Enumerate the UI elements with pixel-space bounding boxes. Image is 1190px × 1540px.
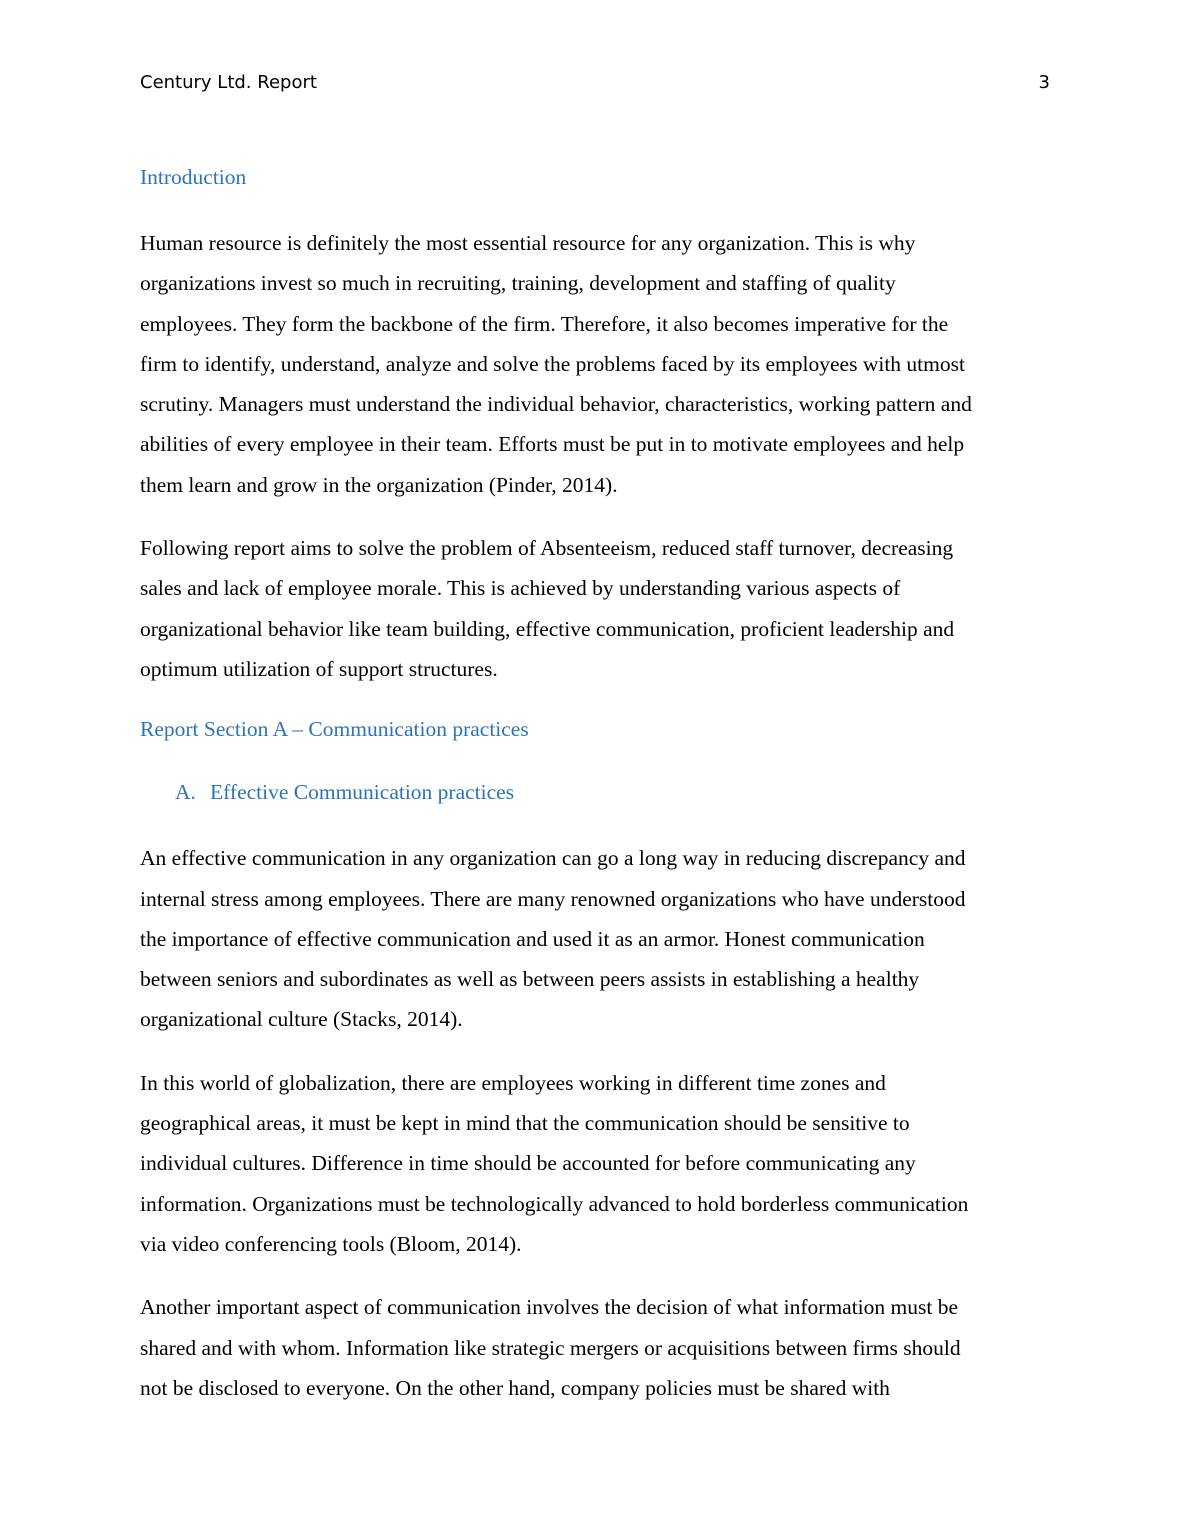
paragraph-line: Following report aims to solve the problem of Absenteeism, reduced staff turnover, decreasing	[140, 536, 954, 561]
paragraph-line: them learn and grow in the organization (Pinder, 2014).	[140, 472, 618, 497]
paragraph-line: organizations invest so much in recruiting, training, development and staffing of quality	[140, 271, 896, 296]
paragraph-line: geographical areas, it must be kept in mind that the communication should be sensitive to	[140, 1111, 910, 1136]
intro-paragraph-1	[140, 223, 1055, 505]
paragraph-line: between seniors and subordinates as well as between peers assists in establishing a healthy	[140, 967, 920, 992]
paragraph-line: scrutiny. Managers must understand the individual behavior, characteristics, working pattern and	[140, 392, 972, 417]
subsection-title: Effective Communication practices	[210, 780, 515, 805]
paragraph-line: optimum utilization of support structures.	[140, 656, 498, 681]
paragraph-line: employees. They form the backbone of the firm. Therefore, it also becomes imperative for the	[140, 311, 949, 336]
paragraph-line: Another important aspect of communication involves the decision of what information must be	[140, 1295, 959, 1320]
paragraph-line: abilities of every employee in their team. Efforts must be put in to motivate employees and help	[140, 432, 965, 457]
paragraph-line: shared and with whom. Information like strategic mergers or acquisitions between firms should	[140, 1335, 961, 1360]
intro-paragraph-2	[140, 528, 1055, 689]
paragraph-line: An effective communication in any organization can go a long way in reducing discrepancy and	[140, 846, 966, 871]
paragraph-line: individual cultures. Difference in time should be accounted for before communicating any	[140, 1151, 916, 1176]
communication-paragraph-3	[140, 1287, 1055, 1408]
paragraph-line: organizational behavior like team building, effective communication, proficient leadership and	[140, 616, 955, 641]
document-body	[140, 160, 1055, 1408]
paragraph-line: not be disclosed to everyone. On the other hand, company policies must be shared with	[140, 1375, 890, 1400]
header-title: Century Ltd. Report	[140, 72, 317, 93]
paragraph-line: via video conferencing tools (Bloom, 2014).	[140, 1231, 522, 1256]
communication-paragraph-2	[140, 1063, 1055, 1264]
paragraph-line: internal stress among employees. There are many renowned organizations who have understood	[140, 886, 966, 911]
paragraph-line: the importance of effective communication and used it as an armor. Honest communication	[140, 926, 925, 951]
introduction-heading: Introduction	[140, 165, 247, 189]
subsection-heading	[140, 775, 1055, 815]
list-marker: A.	[175, 780, 196, 805]
paragraph-line: information. Organizations must be technologically advanced to hold borderless communication	[140, 1191, 969, 1216]
paragraph-line: In this world of globalization, there are employees working in different time zones and	[140, 1070, 886, 1095]
page-header	[140, 72, 1050, 96]
paragraph-line: sales and lack of employee morale. This is achieved by understanding various aspects of	[140, 576, 901, 601]
communication-paragraph-1	[140, 838, 1055, 1039]
paragraph-line: organizational culture (Stacks, 2014).	[140, 1007, 463, 1032]
paragraph-line: Human resource is definitely the most essential resource for any organization. This is why	[140, 231, 916, 255]
page-number: 3	[1038, 72, 1050, 93]
paragraph-line: firm to identify, understand, analyze and solve the problems faced by its employees with utmost	[140, 351, 965, 376]
section-a-heading: Report Section A – Communication practices	[140, 717, 529, 742]
